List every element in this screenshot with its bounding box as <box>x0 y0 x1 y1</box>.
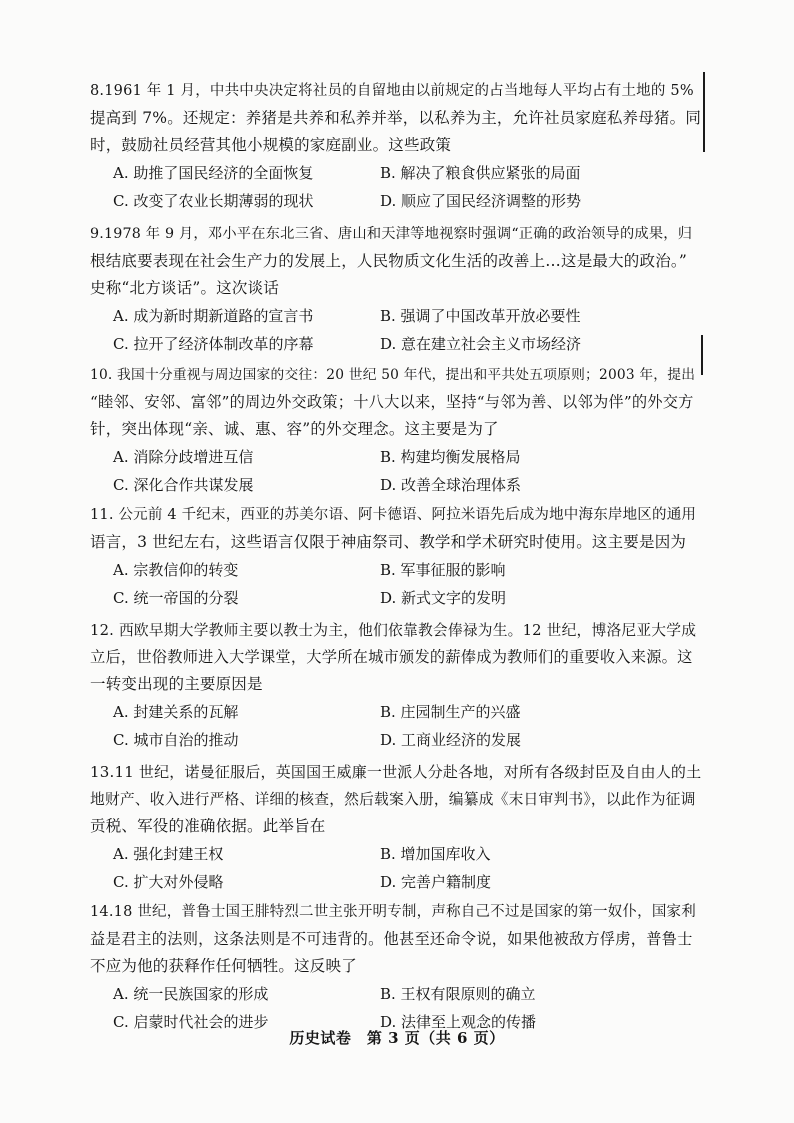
option-d: D. 改善全球治理体系 <box>380 476 522 494</box>
option-row <box>90 698 700 726</box>
option-row <box>90 471 700 499</box>
question-stem-line: 11. 公元前 4 千纪末，西亚的苏美尔语、阿卡德语、阿拉米语先后成为地中海东岸地区的通用 <box>90 507 697 523</box>
option-c: C. 拉开了经济体制改革的序幕 <box>113 335 314 353</box>
question-stem-line: 时，鼓励社员经营其他小规模的家庭副业。这些政策 <box>90 136 452 154</box>
question-14 <box>90 899 700 1036</box>
option-row <box>90 330 700 358</box>
option-d: D. 顺应了国民经济调整的形势 <box>380 192 582 210</box>
scan-margin-mark <box>703 72 705 152</box>
question-stem-line: 地财产、收入进行严格、详细的核查，然后载案入册，编纂成《末日审判书》，以此作为征调 <box>90 791 696 808</box>
option-a: A. 宗教信仰的转变 <box>113 561 239 579</box>
option-c: C. 统一帝国的分裂 <box>113 589 239 607</box>
option-c: C. 启蒙时代社会的进步 <box>113 1013 269 1031</box>
option-c: C. 城市自治的推动 <box>113 731 239 749</box>
question-stem-line: “睦邻、安邻、富邻”的周边外交政策；十八大以来，坚持“与邻为善、以邻为伴”的外交方 <box>90 393 694 411</box>
option-c: C. 改变了农业长期薄弱的现状 <box>113 192 314 210</box>
page-footer: 历史试卷 第 3 页（共 6 页） <box>289 1029 505 1047</box>
question-stem-line: 不应为他的获释作任何牺牲。这反映了 <box>90 957 357 975</box>
option-a: A. 统一民族国家的形成 <box>113 985 269 1003</box>
option-a: A. 强化封建王权 <box>113 845 224 863</box>
question-stem-line: 史称“北方谈话”。这次谈话 <box>90 279 279 297</box>
option-a: A. 成为新时期新道路的宣言书 <box>113 307 314 325</box>
question-12 <box>90 617 700 754</box>
option-d: D. 工商业经济的发展 <box>380 731 522 749</box>
option-c: C. 深化合作共谋发展 <box>113 476 254 494</box>
question-stem-line: 9.1978 年 9 月，邓小平在东北三省、唐山和天津等地视察时强调“正确的政治领导的成果，归 <box>90 226 693 242</box>
question-stem-line: 益是君主的法则，这条法则是不可违背的。他甚至还命令说，如果他被敌方俘虏，普鲁士 <box>90 930 693 948</box>
option-a: A. 封建关系的瓦解 <box>113 703 239 721</box>
question-stem-line: 10. 我国十分重视与周边国家的交往：20 世纪 50 年代，提出和平共处五项原则；2003 年，提出 <box>90 367 696 383</box>
option-a: A. 助推了国民经济的全面恢复 <box>113 164 314 182</box>
option-b: B. 强调了中国改革开放必要性 <box>380 307 581 325</box>
option-b: B. 构建均衡发展格局 <box>380 448 521 466</box>
option-c: C. 扩大对外侵略 <box>113 873 224 891</box>
question-stem-line: 13.11 世纪，诺曼征服后，英国国王威廉一世派人分赴各地，对所有各级封臣及自由人的土 <box>90 763 702 781</box>
option-b: B. 军事征服的影响 <box>380 561 506 579</box>
option-row <box>90 556 700 584</box>
question-stem-line: 语言，3 世纪左右，这些语言仅限于神庙祭司、教学和学术研究时使用。这主要是因为 <box>90 533 687 551</box>
scan-margin-mark <box>701 335 703 375</box>
question-stem-line: 立后，世俗教师进入大学课堂，大学所在城市颁发的薪俸成为教师们的重要收入来源。这 <box>90 648 693 666</box>
question-stem-line: 12. 西欧早期大学教师主要以教士为主，他们依靠教会俸禄为生。12 世纪，博洛尼亚大学成 <box>90 622 697 639</box>
option-row <box>90 159 700 187</box>
option-row <box>90 443 700 471</box>
option-row <box>90 980 700 1008</box>
option-b: B. 王权有限原则的确立 <box>380 985 536 1003</box>
option-d: D. 法律至上观念的传播 <box>380 1013 537 1031</box>
option-row <box>90 584 700 612</box>
option-row <box>90 187 700 215</box>
question-stem-line: 提高到 7%。还规定：养猪是共养和私养并举，以私养为主，允许社员家庭私养母猪。同 <box>90 109 702 127</box>
option-d: D. 新式文字的发明 <box>380 589 507 607</box>
option-b: B. 庄园制生产的兴盛 <box>380 703 521 721</box>
question-stem-line: 一转变出现的主要原因是 <box>90 675 263 693</box>
option-row <box>90 868 700 896</box>
question-stem-line: 针，突出体现“亲、诚、惠、容”的外交理念。这主要是为了 <box>90 420 499 438</box>
option-b: B. 增加国库收入 <box>380 845 491 863</box>
option-row <box>90 302 700 330</box>
question-9 <box>90 221 700 358</box>
question-13 <box>90 759 700 896</box>
option-a: A. 消除分歧增进互信 <box>113 448 254 466</box>
option-d: D. 意在建立社会主义市场经济 <box>380 335 582 353</box>
question-stem-line: 8.1961 年 1 月，中共中央决定将社员的自留地由以前规定的占当地每人平均占有土地的 5% <box>90 83 694 99</box>
option-row <box>90 840 700 868</box>
question-stem-line: 14.18 世纪，普鲁士国王腓特烈二世主张开明专制，声称自己不过是国家的第一奴仆，国家利 <box>90 904 696 920</box>
question-stem-line: 根结底要表现在社会生产力的发展上，人民物质文化生活的改善上…这是最大的政治。” <box>90 252 687 270</box>
option-d: D. 完善户籍制度 <box>380 873 492 891</box>
question-8 <box>90 78 700 215</box>
question-10 <box>90 362 700 499</box>
option-row <box>90 726 700 754</box>
question-stem-line: 贡税、军役的准确依据。此举旨在 <box>90 817 326 835</box>
option-b: B. 解决了粮食供应紧张的局面 <box>380 164 581 182</box>
question-11 <box>90 502 700 612</box>
